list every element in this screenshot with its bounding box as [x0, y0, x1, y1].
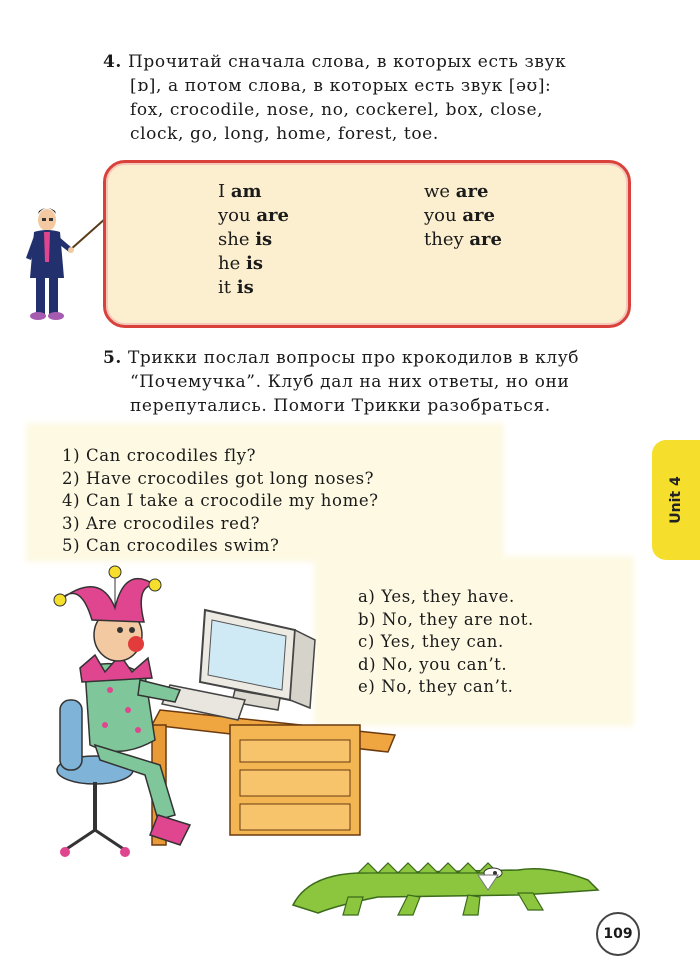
questions-box: [30, 427, 500, 558]
question-item: 3) Are crocodiles red?: [62, 513, 261, 533]
grammar-box: [103, 160, 631, 328]
question-item: 1) Can crocodiles fly?: [62, 446, 257, 465]
grammar-row: he is: [218, 253, 263, 274]
answer-item: e) No, they can’t.: [358, 677, 514, 696]
crocodile-illustration: [288, 835, 608, 920]
exercise-5: [103, 346, 579, 418]
question-item: 2) Have crocodiles got long noses?: [62, 468, 375, 488]
grammar-row: I am: [218, 181, 262, 202]
exercise-5-line-1: Трикки послал вопросы про крокодилов в клуб: [127, 348, 580, 368]
exercise-4-line-2: [ɒ], а потом слова, в которых есть звук [əʊ]:: [130, 76, 552, 96]
grammar-row: they are: [424, 229, 502, 250]
exercise-5-line-2: “Почемучка”. Клуб дал на них ответы, но они: [130, 372, 570, 392]
unit-tab-label: Unit 4: [668, 476, 684, 524]
exercise-4-line-3: fox, crocodile, nose, no, cockerel, box, close,: [130, 100, 544, 120]
teacher-illustration: [22, 200, 112, 325]
page-number: 109: [596, 912, 640, 956]
exercise-4-line-1: Прочитай сначала слова, в которых есть звук: [127, 52, 567, 72]
unit-tab: [652, 440, 700, 560]
exercise-4-number: 4.: [103, 52, 122, 72]
answer-item: d) No, you can’t.: [358, 654, 508, 674]
grammar-row: it is: [218, 277, 254, 298]
exercise-5-line-3: перепутались. Помоги Трикки разобраться.: [130, 396, 551, 416]
grammar-row: you are: [218, 205, 289, 226]
answer-item: c) Yes, they can.: [358, 632, 504, 651]
grammar-row: we are: [424, 181, 489, 202]
questions-list: [62, 445, 379, 558]
grammar-left-column: [218, 180, 289, 300]
question-item: 4) Can I take a crocodile my home?: [62, 491, 379, 510]
exercise-4-line-4: clock, go, long, home, forest, toe.: [130, 124, 439, 144]
answer-item: b) No, they are not.: [358, 609, 534, 629]
grammar-row: she is: [218, 229, 273, 250]
grammar-row: you are: [424, 205, 495, 226]
answer-item: a) Yes, they have.: [358, 587, 515, 606]
exercise-5-number: 5.: [103, 348, 122, 368]
grammar-right-column: [424, 180, 502, 252]
exercise-4: [103, 50, 566, 146]
question-item: 5) Can crocodiles swim?: [62, 536, 280, 555]
